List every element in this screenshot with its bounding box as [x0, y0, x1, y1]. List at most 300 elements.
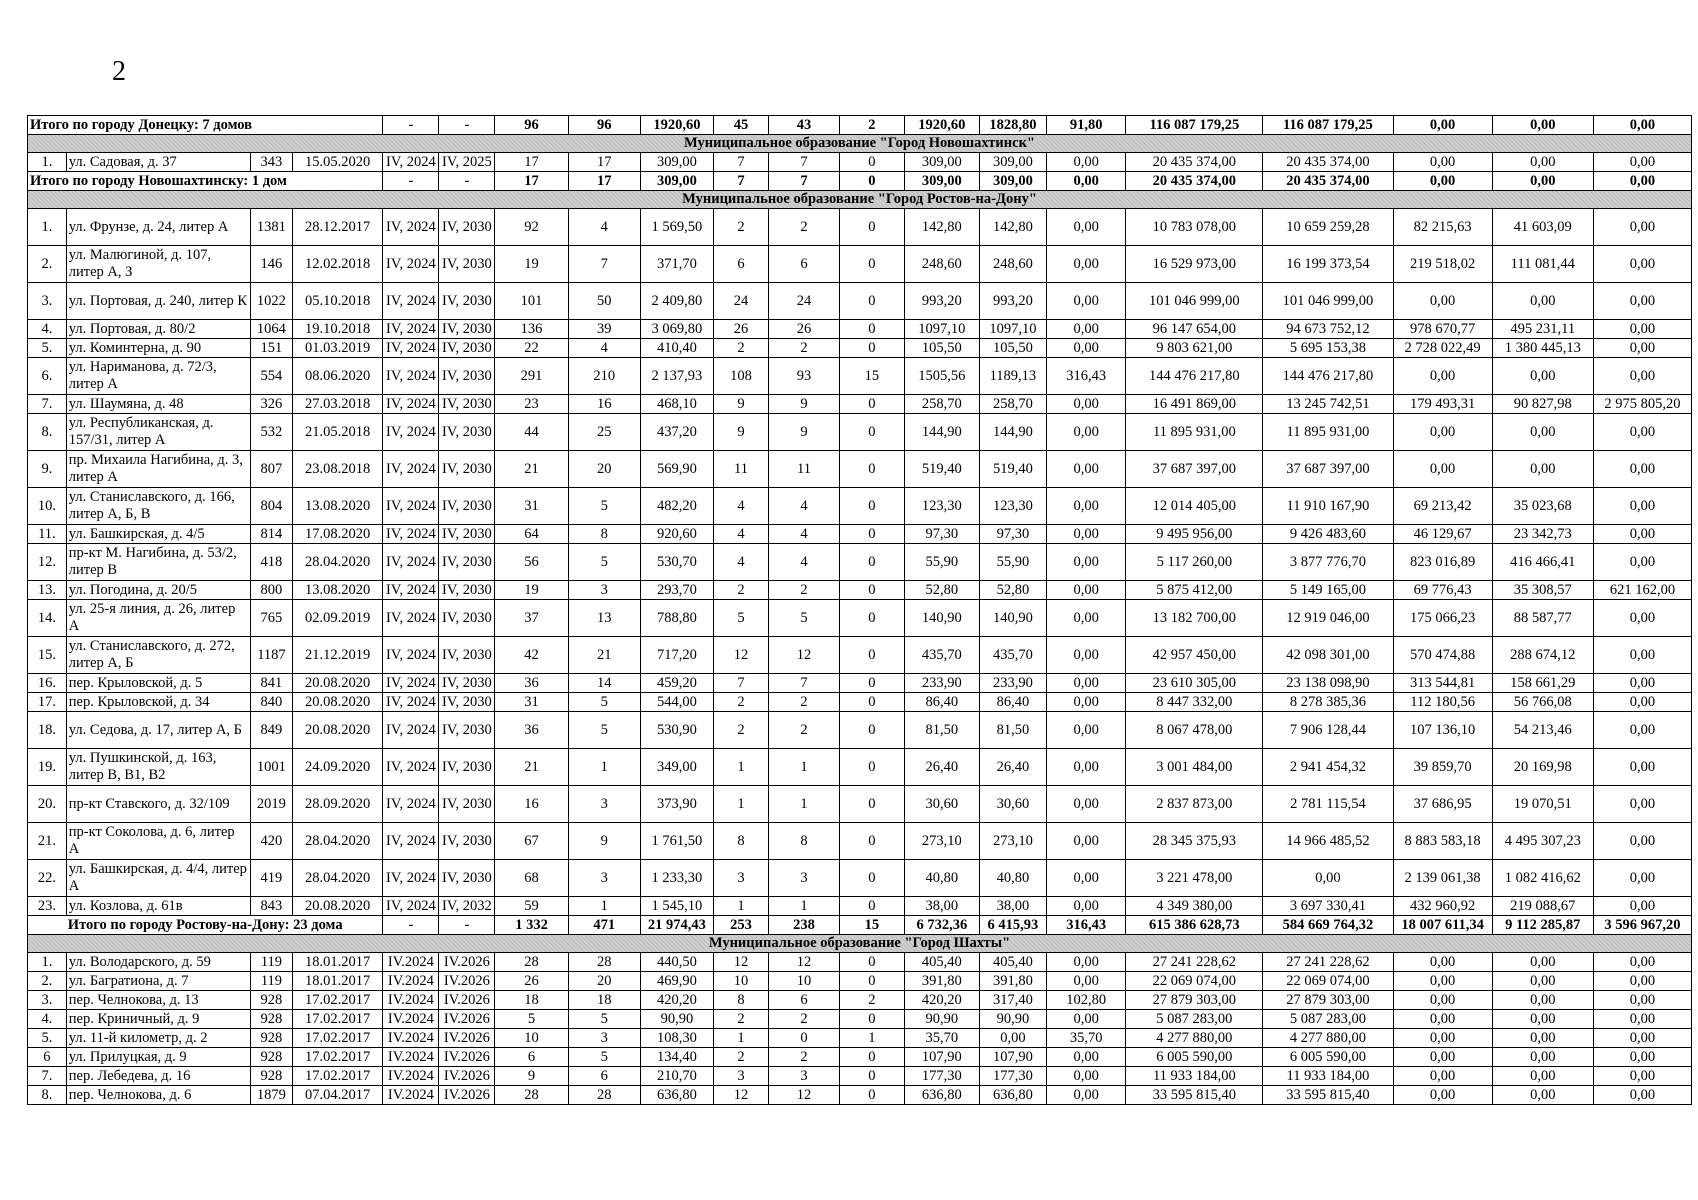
- value-cell: 11 933 184,00: [1263, 1067, 1393, 1086]
- value-cell: 0: [840, 525, 905, 544]
- value-cell: 17.02.2017: [292, 1067, 382, 1086]
- value-cell: 17.02.2017: [292, 1010, 382, 1029]
- value-cell: 14: [568, 674, 640, 693]
- value-cell: 20 435 374,00: [1126, 153, 1263, 172]
- value-cell: 2: [714, 693, 769, 712]
- value-cell: 0: [840, 860, 905, 897]
- value-cell: 20.08.2020: [292, 693, 382, 712]
- value-cell: 5: [495, 1010, 568, 1029]
- row-number: 3.: [28, 991, 67, 1010]
- value-cell: 11: [768, 451, 839, 488]
- value-cell: IV, 2024: [383, 897, 439, 916]
- total-cell: 2: [840, 116, 905, 135]
- value-cell: 0,00: [1393, 1029, 1492, 1048]
- value-cell: 6 005 590,00: [1263, 1048, 1393, 1067]
- value-cell: 0,00: [1593, 674, 1691, 693]
- value-cell: IV, 2030: [439, 712, 495, 749]
- value-cell: IV, 2030: [439, 674, 495, 693]
- value-cell: 25: [568, 414, 640, 451]
- table-row: [28, 823, 1692, 860]
- value-cell: 175 066,23: [1393, 600, 1492, 637]
- value-cell: 92: [495, 209, 568, 246]
- row-number: 20.: [28, 786, 67, 823]
- value-cell: 1: [768, 786, 839, 823]
- value-cell: 0,00: [980, 1029, 1047, 1048]
- value-cell: 8: [568, 525, 640, 544]
- value-cell: 3 069,80: [640, 320, 713, 339]
- value-cell: 3: [768, 1067, 839, 1086]
- value-cell: 142,80: [980, 209, 1047, 246]
- value-cell: 3: [568, 860, 640, 897]
- total-cell: 21 974,43: [640, 916, 713, 935]
- value-cell: 13.08.2020: [292, 488, 382, 525]
- row-number: 2.: [28, 246, 67, 283]
- value-cell: 405,40: [980, 953, 1047, 972]
- total-cell: 116 087 179,25: [1263, 116, 1393, 135]
- value-cell: 28.04.2020: [292, 823, 382, 860]
- row-number: 10.: [28, 488, 67, 525]
- value-cell: 1: [768, 897, 839, 916]
- value-cell: 14 966 485,52: [1263, 823, 1393, 860]
- value-cell: 928: [250, 1067, 292, 1086]
- address-cell: ул. Башкирская, д. 4/5: [66, 525, 250, 544]
- value-cell: 1 545,10: [640, 897, 713, 916]
- value-cell: 569,90: [640, 451, 713, 488]
- value-cell: IV, 2024: [383, 786, 439, 823]
- value-cell: 0: [840, 1086, 905, 1105]
- value-cell: IV.2024: [383, 972, 439, 991]
- value-cell: IV, 2024: [383, 823, 439, 860]
- value-cell: 23.08.2018: [292, 451, 382, 488]
- table-row: [28, 209, 1692, 246]
- value-cell: 64: [495, 525, 568, 544]
- value-cell: 0,00: [1492, 414, 1593, 451]
- value-cell: 849: [250, 712, 292, 749]
- value-cell: 27 241 228,62: [1263, 953, 1393, 972]
- value-cell: 107 136,10: [1393, 712, 1492, 749]
- value-cell: 804: [250, 488, 292, 525]
- value-cell: 0,00: [1593, 786, 1691, 823]
- value-cell: 0,00: [1263, 860, 1393, 897]
- value-cell: IV, 2024: [383, 525, 439, 544]
- value-cell: 419: [250, 860, 292, 897]
- value-cell: 23 138 098,90: [1263, 674, 1393, 693]
- value-cell: 1189,13: [980, 358, 1047, 395]
- value-cell: 4: [714, 544, 769, 581]
- value-cell: 0,00: [1393, 1010, 1492, 1029]
- value-cell: 0,00: [1046, 395, 1126, 414]
- value-cell: 0,00: [1046, 749, 1126, 786]
- value-cell: 0,00: [1046, 674, 1126, 693]
- total-cell: 6 415,93: [980, 916, 1047, 935]
- value-cell: 86,40: [980, 693, 1047, 712]
- value-cell: 0,00: [1593, 544, 1691, 581]
- value-cell: 2: [714, 581, 769, 600]
- value-cell: 0: [840, 600, 905, 637]
- address-cell: ул. 25-я линия, д. 26, литер А: [66, 600, 250, 637]
- value-cell: IV, 2030: [439, 414, 495, 451]
- value-cell: 33 595 815,40: [1126, 1086, 1263, 1105]
- value-cell: IV.2024: [383, 1029, 439, 1048]
- value-cell: 5: [568, 712, 640, 749]
- value-cell: 2: [714, 1010, 769, 1029]
- value-cell: 9: [714, 414, 769, 451]
- value-cell: 0,00: [1046, 209, 1126, 246]
- value-cell: 151: [250, 339, 292, 358]
- total-cell: 18 007 611,34: [1393, 916, 1492, 935]
- value-cell: IV, 2030: [439, 525, 495, 544]
- value-cell: IV, 2024: [383, 339, 439, 358]
- value-cell: 468,10: [640, 395, 713, 414]
- value-cell: 119: [250, 953, 292, 972]
- total-cell: 471: [568, 916, 640, 935]
- total-label: Итого по городу Донецку: 7 домов: [28, 116, 383, 135]
- value-cell: 22: [495, 339, 568, 358]
- value-cell: 19: [495, 581, 568, 600]
- value-cell: 144 476 217,80: [1126, 358, 1263, 395]
- value-cell: 10: [768, 972, 839, 991]
- address-cell: ул. Фрунзе, д. 24, литер А: [66, 209, 250, 246]
- table-row: [28, 581, 1692, 600]
- value-cell: 0,00: [1593, 488, 1691, 525]
- value-cell: 1 569,50: [640, 209, 713, 246]
- value-cell: IV, 2024: [383, 451, 439, 488]
- value-cell: 7 906 128,44: [1263, 712, 1393, 749]
- address-cell: ул. Садовая, д. 37: [66, 153, 250, 172]
- table-row: [28, 395, 1692, 414]
- total-cell: 43: [768, 116, 839, 135]
- table-row: [28, 525, 1692, 544]
- value-cell: 0,00: [1046, 897, 1126, 916]
- total-cell: 0,00: [1492, 172, 1593, 191]
- address-cell: пер. Лебедева, д. 16: [66, 1067, 250, 1086]
- value-cell: 12: [714, 1086, 769, 1105]
- value-cell: 27 879 303,00: [1263, 991, 1393, 1010]
- value-cell: 1: [568, 749, 640, 786]
- value-cell: 0,00: [1492, 153, 1593, 172]
- value-cell: 0,00: [1046, 339, 1126, 358]
- row-number: 8.: [28, 414, 67, 451]
- value-cell: 5: [568, 693, 640, 712]
- value-cell: 158 661,29: [1492, 674, 1593, 693]
- value-cell: 10: [495, 1029, 568, 1048]
- value-cell: 102,80: [1046, 991, 1126, 1010]
- value-cell: 13 182 700,00: [1126, 600, 1263, 637]
- value-cell: 8 278 385,36: [1263, 693, 1393, 712]
- address-cell: ул. Багратиона, д. 7: [66, 972, 250, 991]
- total-cell: 1 332: [495, 916, 568, 935]
- value-cell: IV, 2024: [383, 693, 439, 712]
- value-cell: 0,00: [1393, 1048, 1492, 1067]
- value-cell: 0,00: [1393, 358, 1492, 395]
- value-cell: 0: [840, 972, 905, 991]
- value-cell: 0,00: [1593, 153, 1691, 172]
- value-cell: 233,90: [904, 674, 979, 693]
- value-cell: 140,90: [980, 600, 1047, 637]
- value-cell: 788,80: [640, 600, 713, 637]
- value-cell: 0,00: [1046, 283, 1126, 320]
- total-row: [28, 172, 1692, 191]
- value-cell: 1097,10: [980, 320, 1047, 339]
- value-cell: 15: [840, 358, 905, 395]
- value-cell: 28: [495, 1086, 568, 1105]
- value-cell: 554: [250, 358, 292, 395]
- value-cell: 3 001 484,00: [1126, 749, 1263, 786]
- value-cell: 1879: [250, 1086, 292, 1105]
- table-row: [28, 153, 1692, 172]
- value-cell: 123,30: [904, 488, 979, 525]
- value-cell: 11 933 184,00: [1126, 1067, 1263, 1086]
- table-row: [28, 637, 1692, 674]
- total-cell: 0,00: [1393, 116, 1492, 135]
- value-cell: 0,00: [1593, 749, 1691, 786]
- value-cell: 10 659 259,28: [1263, 209, 1393, 246]
- value-cell: 432 960,92: [1393, 897, 1492, 916]
- address-cell: ул. Пушкинской, д. 163, литер В, В1, В2: [66, 749, 250, 786]
- value-cell: 8 447 332,00: [1126, 693, 1263, 712]
- page-number: 2: [112, 56, 126, 87]
- value-cell: 0: [840, 1048, 905, 1067]
- value-cell: 52,80: [980, 581, 1047, 600]
- row-number: 12.: [28, 544, 67, 581]
- value-cell: 39 859,70: [1393, 749, 1492, 786]
- row-number: 2.: [28, 972, 67, 991]
- value-cell: 17: [568, 153, 640, 172]
- value-cell: 3 221 478,00: [1126, 860, 1263, 897]
- value-cell: 20.08.2020: [292, 897, 382, 916]
- value-cell: IV, 2024: [383, 358, 439, 395]
- value-cell: IV, 2024: [383, 860, 439, 897]
- value-cell: 0,00: [1593, 823, 1691, 860]
- value-cell: 0,00: [1593, 414, 1691, 451]
- value-cell: 13 245 742,51: [1263, 395, 1393, 414]
- total-cell: 17: [495, 172, 568, 191]
- value-cell: 316,43: [1046, 358, 1126, 395]
- value-cell: 5: [768, 600, 839, 637]
- value-cell: 920,60: [640, 525, 713, 544]
- value-cell: 55,90: [904, 544, 979, 581]
- value-cell: 1 233,30: [640, 860, 713, 897]
- value-cell: 636,80: [980, 1086, 1047, 1105]
- value-cell: 0,00: [1593, 712, 1691, 749]
- value-cell: 3: [568, 786, 640, 823]
- value-cell: 3: [568, 581, 640, 600]
- value-cell: 0: [840, 637, 905, 674]
- value-cell: 0,00: [1492, 1010, 1593, 1029]
- value-cell: 0: [840, 1067, 905, 1086]
- value-cell: 2: [714, 339, 769, 358]
- table-body: [28, 116, 1692, 1105]
- value-cell: 4: [714, 488, 769, 525]
- value-cell: 9: [714, 395, 769, 414]
- row-number: 11.: [28, 525, 67, 544]
- value-cell: 12.02.2018: [292, 246, 382, 283]
- address-cell: ул. Володарского, д. 59: [66, 953, 250, 972]
- value-cell: 26: [714, 320, 769, 339]
- value-cell: 0,00: [1593, 637, 1691, 674]
- value-cell: 0,00: [1046, 544, 1126, 581]
- value-cell: 0,00: [1593, 953, 1691, 972]
- value-cell: 2 941 454,32: [1263, 749, 1393, 786]
- value-cell: 21: [568, 637, 640, 674]
- value-cell: 544,00: [640, 693, 713, 712]
- value-cell: 248,60: [904, 246, 979, 283]
- value-cell: 0,00: [1593, 1029, 1691, 1048]
- value-cell: 16 491 869,00: [1126, 395, 1263, 414]
- value-cell: 5: [568, 544, 640, 581]
- value-cell: 0,00: [1492, 1048, 1593, 1067]
- value-cell: 0: [840, 1010, 905, 1029]
- value-cell: 0,00: [1046, 712, 1126, 749]
- value-cell: IV, 2030: [439, 600, 495, 637]
- value-cell: 2 137,93: [640, 358, 713, 395]
- value-cell: 0,00: [1046, 153, 1126, 172]
- value-cell: 8: [714, 991, 769, 1010]
- total-cell: 238: [768, 916, 839, 935]
- value-cell: 1 761,50: [640, 823, 713, 860]
- value-cell: 28: [568, 953, 640, 972]
- value-cell: 12: [714, 953, 769, 972]
- value-cell: 12: [768, 953, 839, 972]
- value-cell: 0,00: [1046, 488, 1126, 525]
- value-cell: 28: [495, 953, 568, 972]
- value-cell: 108: [714, 358, 769, 395]
- value-cell: 54 213,46: [1492, 712, 1593, 749]
- section-header-row: [28, 191, 1692, 209]
- value-cell: 0,00: [1393, 283, 1492, 320]
- value-cell: 1064: [250, 320, 292, 339]
- value-cell: 177,30: [980, 1067, 1047, 1086]
- value-cell: IV, 2025: [439, 153, 495, 172]
- value-cell: 1187: [250, 637, 292, 674]
- value-cell: 4: [768, 544, 839, 581]
- value-cell: IV, 2030: [439, 358, 495, 395]
- total-cell: 91,80: [1046, 116, 1126, 135]
- value-cell: 0,00: [1046, 637, 1126, 674]
- value-cell: 18.01.2017: [292, 972, 382, 991]
- address-cell: ул. Станиславского, д. 272, литер А, Б: [66, 637, 250, 674]
- value-cell: IV, 2030: [439, 451, 495, 488]
- address-cell: ул. Козлова, д. 61в: [66, 897, 250, 916]
- value-cell: 56: [495, 544, 568, 581]
- value-cell: 6: [495, 1048, 568, 1067]
- total-cell: 7: [768, 172, 839, 191]
- row-number: 17.: [28, 693, 67, 712]
- value-cell: IV, 2030: [439, 823, 495, 860]
- value-cell: 0,00: [1046, 414, 1126, 451]
- value-cell: 2: [768, 712, 839, 749]
- value-cell: 2: [714, 209, 769, 246]
- value-cell: 0,00: [1046, 1086, 1126, 1105]
- value-cell: 35 308,57: [1492, 581, 1593, 600]
- address-cell: ул. Станиславского, д. 166, литер А, Б, В: [66, 488, 250, 525]
- value-cell: IV, 2024: [383, 544, 439, 581]
- value-cell: 26,40: [904, 749, 979, 786]
- total-cell: 1920,60: [640, 116, 713, 135]
- value-cell: 105,50: [980, 339, 1047, 358]
- value-cell: 36: [495, 674, 568, 693]
- value-cell: 12: [768, 637, 839, 674]
- value-cell: 343: [250, 153, 292, 172]
- value-cell: 928: [250, 1010, 292, 1029]
- value-cell: 0,00: [1593, 693, 1691, 712]
- value-cell: 210: [568, 358, 640, 395]
- value-cell: 11 895 931,00: [1263, 414, 1393, 451]
- value-cell: 0,00: [1492, 1086, 1593, 1105]
- value-cell: 2 781 115,54: [1263, 786, 1393, 823]
- value-cell: IV, 2024: [383, 283, 439, 320]
- value-cell: 0,00: [1046, 451, 1126, 488]
- value-cell: 5 087 283,00: [1126, 1010, 1263, 1029]
- row-number: 23.: [28, 897, 67, 916]
- value-cell: 88 587,77: [1492, 600, 1593, 637]
- value-cell: 08.06.2020: [292, 358, 382, 395]
- value-cell: 621 162,00: [1593, 581, 1691, 600]
- value-cell: 20 435 374,00: [1263, 153, 1393, 172]
- value-cell: 86,40: [904, 693, 979, 712]
- value-cell: 0,00: [1046, 693, 1126, 712]
- value-cell: 293,70: [640, 581, 713, 600]
- value-cell: 1 380 445,13: [1492, 339, 1593, 358]
- row-number: 9.: [28, 451, 67, 488]
- table-row: [28, 320, 1692, 339]
- value-cell: IV, 2024: [383, 246, 439, 283]
- value-cell: 416 466,41: [1492, 544, 1593, 581]
- address-cell: пер. Челнокова, д. 13: [66, 991, 250, 1010]
- value-cell: 30,60: [904, 786, 979, 823]
- value-cell: IV.2026: [439, 953, 495, 972]
- value-cell: 13: [568, 600, 640, 637]
- value-cell: IV.2024: [383, 991, 439, 1010]
- value-cell: 68: [495, 860, 568, 897]
- total-row: [28, 116, 1692, 135]
- value-cell: 0: [840, 488, 905, 525]
- value-cell: 40,80: [904, 860, 979, 897]
- value-cell: 42: [495, 637, 568, 674]
- table-row: [28, 451, 1692, 488]
- value-cell: IV, 2024: [383, 749, 439, 786]
- value-cell: IV, 2024: [383, 320, 439, 339]
- value-cell: 21: [495, 749, 568, 786]
- value-cell: 0,00: [1492, 358, 1593, 395]
- value-cell: 12 014 405,00: [1126, 488, 1263, 525]
- value-cell: 9 426 483,60: [1263, 525, 1393, 544]
- value-cell: 1381: [250, 209, 292, 246]
- value-cell: 94 673 752,12: [1263, 320, 1393, 339]
- value-cell: IV.2024: [383, 1010, 439, 1029]
- value-cell: IV.2024: [383, 1048, 439, 1067]
- value-cell: IV, 2030: [439, 637, 495, 674]
- value-cell: 317,40: [980, 991, 1047, 1010]
- address-cell: ул. Республиканская, д. 157/31, литер А: [66, 414, 250, 451]
- value-cell: 435,70: [980, 637, 1047, 674]
- value-cell: IV.2026: [439, 1086, 495, 1105]
- value-cell: 440,50: [640, 953, 713, 972]
- value-cell: 0: [840, 786, 905, 823]
- value-cell: IV, 2024: [383, 637, 439, 674]
- row-number: 5.: [28, 339, 67, 358]
- value-cell: 841: [250, 674, 292, 693]
- table-row: [28, 1048, 1692, 1067]
- value-cell: 59: [495, 897, 568, 916]
- table-row: [28, 414, 1692, 451]
- value-cell: 50: [568, 283, 640, 320]
- value-cell: 0: [840, 897, 905, 916]
- value-cell: 02.09.2019: [292, 600, 382, 637]
- value-cell: 258,70: [980, 395, 1047, 414]
- value-cell: 27.03.2018: [292, 395, 382, 414]
- value-cell: 17.02.2017: [292, 991, 382, 1010]
